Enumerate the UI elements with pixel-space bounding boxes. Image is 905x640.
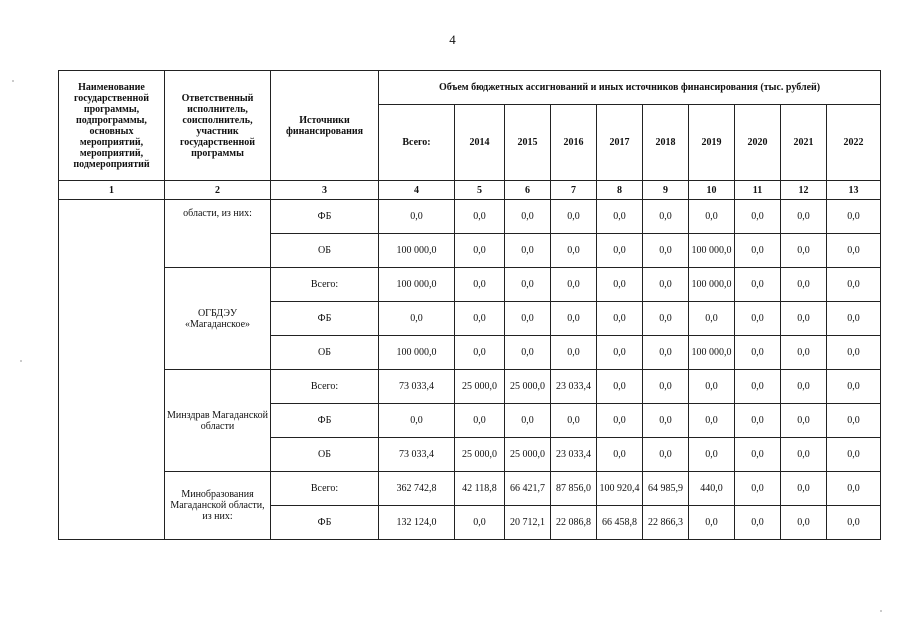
value-cell: 0,0 (781, 200, 827, 234)
value-cell: 0,0 (827, 302, 881, 336)
value-cell: 25 000,0 (455, 370, 505, 404)
value-cell: 362 742,8 (379, 472, 455, 506)
source-cell: ОБ (271, 336, 379, 370)
source-cell: Всего: (271, 370, 379, 404)
header-year-2014: 2014 (455, 105, 505, 181)
value-cell: 0,0 (597, 302, 643, 336)
value-cell: 100 000,0 (689, 268, 735, 302)
value-cell: 0,0 (781, 336, 827, 370)
column-number: 1 (59, 181, 165, 200)
value-cell: 0,0 (781, 472, 827, 506)
value-cell: 0,0 (827, 234, 881, 268)
value-cell: 100 000,0 (379, 268, 455, 302)
value-cell: 0,0 (455, 302, 505, 336)
budget-table (58, 70, 881, 540)
value-cell: 42 118,8 (455, 472, 505, 506)
value-cell: 25 000,0 (455, 438, 505, 472)
value-cell: 0,0 (827, 370, 881, 404)
value-cell: 0,0 (505, 336, 551, 370)
value-cell: 0,0 (455, 404, 505, 438)
table-row (59, 370, 881, 404)
value-cell: 0,0 (455, 506, 505, 540)
value-cell: 0,0 (505, 268, 551, 302)
value-cell: 0,0 (781, 234, 827, 268)
header-year-2016: 2016 (551, 105, 597, 181)
source-cell: Всего: (271, 268, 379, 302)
value-cell: 0,0 (597, 438, 643, 472)
value-cell: 0,0 (781, 438, 827, 472)
value-cell: 0,0 (551, 336, 597, 370)
header-year-2022: 2022 (827, 105, 881, 181)
source-cell: Всего: (271, 472, 379, 506)
value-cell: 0,0 (781, 370, 827, 404)
value-cell: 0,0 (781, 302, 827, 336)
value-cell: 0,0 (643, 268, 689, 302)
value-cell: 73 033,4 (379, 370, 455, 404)
column-number: 10 (689, 181, 735, 200)
value-cell: 64 985,9 (643, 472, 689, 506)
value-cell: 0,0 (827, 472, 881, 506)
value-cell: 0,0 (643, 370, 689, 404)
value-cell: 0,0 (735, 506, 781, 540)
value-cell: 0,0 (505, 200, 551, 234)
source-cell: ОБ (271, 438, 379, 472)
column-number: 9 (643, 181, 689, 200)
value-cell: 0,0 (689, 506, 735, 540)
source-cell: ФБ (271, 404, 379, 438)
value-cell: 66 458,8 (597, 506, 643, 540)
value-cell: 0,0 (735, 370, 781, 404)
value-cell: 0,0 (505, 234, 551, 268)
source-cell: ФБ (271, 302, 379, 336)
value-cell: 0,0 (827, 506, 881, 540)
value-cell: 0,0 (781, 506, 827, 540)
value-cell: 100 000,0 (379, 336, 455, 370)
value-cell: 0,0 (597, 336, 643, 370)
header-year-2015: 2015 (505, 105, 551, 181)
value-cell: 0,0 (735, 268, 781, 302)
value-cell: 0,0 (643, 336, 689, 370)
table-row (59, 268, 881, 302)
value-cell: 0,0 (781, 404, 827, 438)
column-number: 6 (505, 181, 551, 200)
table-row (59, 200, 881, 234)
value-cell: 0,0 (827, 336, 881, 370)
value-cell: 0,0 (689, 438, 735, 472)
value-cell: 0,0 (735, 336, 781, 370)
column-number: 3 (271, 181, 379, 200)
value-cell: 0,0 (505, 302, 551, 336)
value-cell: 0,0 (735, 302, 781, 336)
header-year-2021: 2021 (781, 105, 827, 181)
value-cell: 0,0 (689, 404, 735, 438)
column-number: 2 (165, 181, 271, 200)
value-cell: 66 421,7 (505, 472, 551, 506)
header-funding-title: Объем бюджетных ассигнований и иных источников финансирования (тыс. рублей) (379, 71, 881, 105)
executor-cell: Минобразования Магаданской области, из них: (165, 472, 271, 540)
value-cell: 0,0 (597, 404, 643, 438)
value-cell: 22 086,8 (551, 506, 597, 540)
value-cell: 100 000,0 (379, 234, 455, 268)
value-cell: 0,0 (551, 302, 597, 336)
value-cell: 0,0 (735, 404, 781, 438)
value-cell: 0,0 (643, 200, 689, 234)
value-cell: 0,0 (735, 438, 781, 472)
header-year-2019: 2019 (689, 105, 735, 181)
value-cell: 0,0 (827, 200, 881, 234)
value-cell: 0,0 (597, 370, 643, 404)
header-col-program: Наименование государственной программы, подпрограммы, основных мероприятий, мероприятий, подмероприятий (59, 71, 165, 181)
source-cell: ОБ (271, 234, 379, 268)
value-cell: 0,0 (735, 200, 781, 234)
value-cell: 0,0 (379, 404, 455, 438)
value-cell: 0,0 (551, 404, 597, 438)
value-cell: 0,0 (455, 234, 505, 268)
value-cell: 0,0 (689, 370, 735, 404)
value-cell: 0,0 (735, 234, 781, 268)
value-cell: 132 124,0 (379, 506, 455, 540)
column-number: 8 (597, 181, 643, 200)
value-cell: 0,0 (827, 404, 881, 438)
value-cell: 0,0 (455, 200, 505, 234)
value-cell: 0,0 (505, 404, 551, 438)
value-cell: 23 033,4 (551, 370, 597, 404)
column-number: 12 (781, 181, 827, 200)
value-cell: 87 856,0 (551, 472, 597, 506)
value-cell: 20 712,1 (505, 506, 551, 540)
page-number: 4 (449, 32, 456, 47)
header-col-sources: Источники финансирования (271, 71, 379, 181)
column-number: 7 (551, 181, 597, 200)
value-cell: 25 000,0 (505, 438, 551, 472)
value-cell: 0,0 (551, 268, 597, 302)
value-cell: 100 000,0 (689, 336, 735, 370)
source-cell: ФБ (271, 200, 379, 234)
value-cell: 440,0 (689, 472, 735, 506)
value-cell: 23 033,4 (551, 438, 597, 472)
value-cell: 100 000,0 (689, 234, 735, 268)
header-total: Всего: (379, 105, 455, 181)
column-number: 5 (455, 181, 505, 200)
value-cell: 0,0 (551, 200, 597, 234)
value-cell: 0,0 (551, 234, 597, 268)
value-cell: 73 033,4 (379, 438, 455, 472)
column-number: 13 (827, 181, 881, 200)
value-cell: 0,0 (597, 268, 643, 302)
value-cell: 0,0 (781, 268, 827, 302)
value-cell: 0,0 (455, 336, 505, 370)
executor-cell: ОГБДЭУ «Магаданское» (165, 268, 271, 370)
value-cell: 0,0 (689, 302, 735, 336)
header-year-2018: 2018 (643, 105, 689, 181)
source-cell: ФБ (271, 506, 379, 540)
executor-cell: Минздрав Магаданской области (165, 370, 271, 472)
value-cell: 0,0 (643, 234, 689, 268)
column-number: 4 (379, 181, 455, 200)
value-cell: 0,0 (643, 438, 689, 472)
table-row (59, 472, 881, 506)
value-cell: 0,0 (689, 200, 735, 234)
header-year-2020: 2020 (735, 105, 781, 181)
value-cell: 0,0 (827, 438, 881, 472)
value-cell: 0,0 (597, 200, 643, 234)
value-cell: 0,0 (597, 234, 643, 268)
value-cell: 0,0 (827, 268, 881, 302)
value-cell: 100 920,4 (597, 472, 643, 506)
value-cell: 22 866,3 (643, 506, 689, 540)
value-cell: 0,0 (379, 302, 455, 336)
value-cell: 0,0 (643, 302, 689, 336)
value-cell: 0,0 (735, 472, 781, 506)
value-cell: 0,0 (455, 268, 505, 302)
column-number: 11 (735, 181, 781, 200)
header-year-2017: 2017 (597, 105, 643, 181)
program-name-cell (59, 200, 165, 540)
value-cell: 25 000,0 (505, 370, 551, 404)
header-col-executor: Ответственный исполнитель, соисполнитель, участник государственной программы (165, 71, 271, 181)
value-cell: 0,0 (379, 200, 455, 234)
executor-cell: области, из них: (165, 200, 271, 268)
value-cell: 0,0 (643, 404, 689, 438)
